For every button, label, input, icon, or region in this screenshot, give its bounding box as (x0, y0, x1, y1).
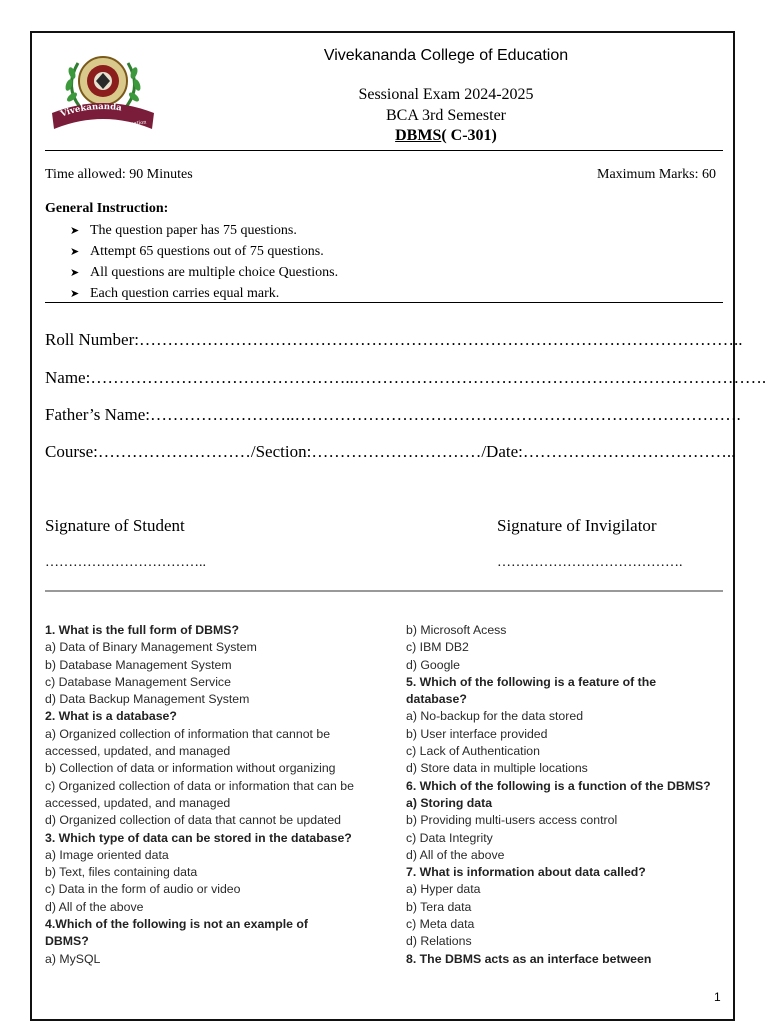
option-text: b) Database Management System (45, 657, 232, 672)
time-allowed: Time allowed: 90 Minutes (45, 167, 193, 182)
option-text: c) Lack of Authentication (406, 744, 540, 759)
option-text: a) Image oriented data (45, 847, 169, 862)
option-text: c) Database Management Service (45, 674, 231, 689)
option-text: accessed, updated, and managed (45, 744, 231, 759)
student-signature-line[interactable]: …………………………….. (45, 555, 206, 570)
option-text: a) Organized collection of information that cannot be (45, 726, 331, 741)
option-text: a) Data of Binary Management System (45, 640, 257, 655)
svg-text:Vivekananda: Vivekananda (59, 101, 123, 120)
question-text: 5. Which of the following is a feature of the (406, 674, 657, 689)
question-text: 7. What is information about data called? (406, 865, 646, 880)
option-text: d) Organized collection of data that cannot be updated (45, 813, 342, 828)
option-text: b) Tera data (406, 899, 472, 914)
svg-text:College of Education: College of Education (93, 119, 147, 131)
question-text: a) Storing data (406, 795, 493, 810)
questions-column-left (45, 622, 354, 968)
invigilator-signature-label: Signature of Invigilator (497, 516, 657, 535)
arrow-bullet-icon: ➤ (70, 245, 80, 258)
option-text: d) Relations (406, 934, 472, 949)
question-text: 8. The DBMS acts as an interface between (406, 951, 652, 966)
instruction-item: ➤ Each question carries equal mark. (70, 283, 338, 304)
option-text: d) All of the above (45, 899, 144, 914)
roll-number-field[interactable]: Roll Number:…………………………………………………………………………………………….. (45, 330, 743, 349)
college-logo (50, 47, 156, 137)
header-rule (45, 150, 723, 151)
option-text: d) All of the above (406, 847, 505, 862)
invigilator-signature-line[interactable]: …………………………………. (497, 555, 683, 570)
subject-title (300, 127, 592, 145)
option-text: d) Google (406, 657, 461, 672)
question-text: database? (406, 692, 467, 707)
questions-column-right (406, 622, 711, 968)
arrow-bullet-icon: ➤ (70, 287, 80, 300)
arrow-bullet-icon: ➤ (70, 224, 80, 237)
option-text: a) MySQL (45, 951, 101, 966)
option-text: a) Hyper data (406, 882, 481, 897)
option-text: accessed, updated, and managed (45, 795, 231, 810)
option-text: d) Store data in multiple locations (406, 761, 588, 776)
page-number: 1 (714, 990, 721, 1004)
student-signature-label: Signature of Student (45, 516, 185, 535)
fathers-name-field[interactable]: Father’s Name:……………………..……………………………………………………………………. (45, 405, 741, 424)
option-text: a) No-backup for the data stored (406, 709, 584, 724)
instructions-list (70, 220, 338, 304)
question-text: 6. Which of the following is a function of the DBMS? (406, 778, 711, 793)
question-text: 1. What is the full form of DBMS? (45, 623, 240, 637)
question-text: 2. What is a database? (45, 709, 177, 724)
semester: BCA 3rd Semester (386, 107, 506, 124)
option-text: b) Providing multi-users access control (406, 813, 618, 828)
course-section-date-field[interactable]: Course:………………………/Section:…………………………/Date:……………………………….. (45, 442, 736, 461)
subject-paper: ( C-301) (441, 127, 497, 144)
option-text: c) Organized collection of data or information that can be (45, 778, 354, 793)
option-text: c) Data in the form of audio or video (45, 882, 241, 897)
exam-title: Sessional Exam 2024-2025 (358, 86, 534, 103)
arrow-bullet-icon: ➤ (70, 266, 80, 279)
name-field[interactable]: Name:………………………………………..………………………………………………………………. (45, 368, 767, 387)
instructions-title: General Instruction: (45, 201, 169, 216)
subject-code: DBMS (395, 127, 442, 144)
college-name: Vivekananda College of Education (323, 47, 569, 64)
maximum-marks: Maximum Marks: 60 (597, 167, 716, 182)
question-text: 4.Which of the following is not an example of (45, 917, 309, 932)
instruction-item: ➤ The question paper has 75 questions. (70, 220, 338, 241)
option-text: b) Text, files containing data (45, 865, 198, 880)
instruction-item: ➤ All questions are multiple choice Questions. (70, 262, 338, 283)
question-text: DBMS? (45, 934, 89, 949)
option-text: c) IBM DB2 (406, 640, 469, 655)
option-text: d) Data Backup Management System (45, 692, 250, 707)
option-text: c) Meta data (406, 917, 475, 932)
option-text: b) Microsoft Acess (406, 623, 507, 637)
question-text: 3. Which type of data can be stored in the database? (45, 830, 352, 845)
section-divider (45, 590, 723, 592)
option-text: b) User interface provided (406, 726, 548, 741)
instructions-rule (45, 302, 723, 303)
option-text: c) Data Integrity (406, 830, 493, 845)
instruction-item: ➤ Attempt 65 questions out of 75 questions. (70, 241, 338, 262)
option-text: b) Collection of data or information without organizing (45, 761, 336, 776)
